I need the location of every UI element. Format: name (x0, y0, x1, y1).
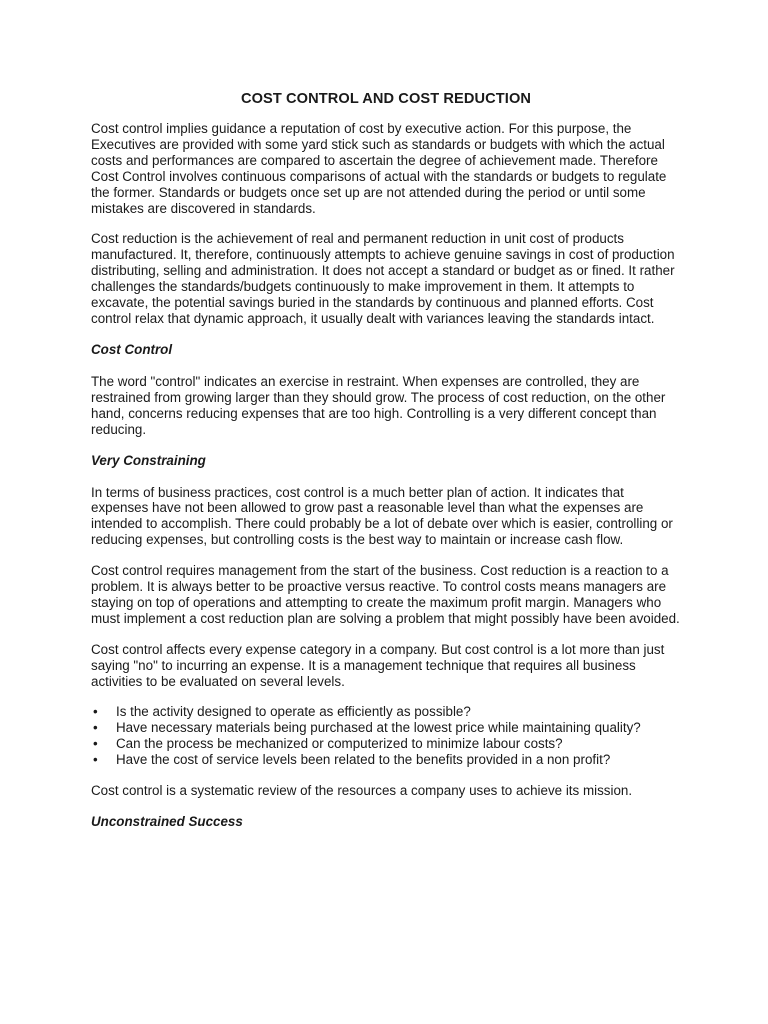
paragraph-expense-category: Cost control affects every expense category in a company. But cost control is a lot more than just saying "no" to incurring an expense. It is a management technique that requires all business activities to be evaluated on several levels. (91, 641, 665, 689)
list-item: • Have necessary materials being purchased at the lowest price while maintaining quality? (116, 720, 681, 736)
heading-very-constraining: Very Constraining (91, 452, 206, 468)
paragraph-business-practices: In terms of business practices, cost control is a much better plan of action. It indicates that expenses have not been allowed to grow past a reasonable level than what the expenses are intended to accomplish. There could probably be a lot of debate over which is easier, controlling or reducing expenses, but controlling costs is the best way to maintain or increase cash flow. (91, 484, 673, 548)
paragraph-systematic-review: Cost control is a systematic review of the resources a company uses to achieve its mission. (91, 783, 633, 799)
intro-paragraph-cost-reduction: Cost reduction is the achievement of real and permanent reduction in unit cost of products manufactured. It, therefore, continuously attempts to achieve genuine savings in cost of production distributing, selling and administration. It does not accept a standard or budget as or fined. It rather challenges the standards/budgets continuously to make improvement in them. It attempts to excavate, the potential savings buried in the standards by continuous and planned efforts. Cost control relax that dynamic approach, it usually dealt with variances leaving the standards intact. (91, 231, 675, 326)
document-page (91, 90, 681, 846)
evaluation-bullet-list (91, 704, 681, 768)
list-item: • Have the cost of service levels been related to the benefits provided in a non profit? (116, 752, 681, 768)
heading-unconstrained-success: Unconstrained Success (91, 814, 243, 829)
paragraph-management-start: Cost control requires management from the start of the business. Cost reduction is a reaction to a problem. It is always better to be proactive versus reactive. To control costs means managers are staying on top of operations and attempting to create the maximum profit margin. Managers who must implement a cost reduction plan are solving a problem that might possibly have been avoided. (91, 563, 680, 626)
list-item: • Can the process be mechanized or computerized to minimize labour costs? (116, 736, 681, 752)
list-item: • Is the activity designed to operate as efficiently as possible? (116, 704, 681, 720)
document-title: COST CONTROL AND COST REDUCTION (240, 91, 532, 107)
paragraph-cost-control: The word "control" indicates an exercise in restraint. When expenses are controlled, they are restrained from growing larger than they should grow. The process of cost reduction, on the other hand, concerns reducing expenses that are too high. Controlling is a very different concept than reducing. (91, 373, 666, 437)
intro-paragraph-cost-control: Cost control implies guidance a reputation of cost by executive action. For this purpose, the Executives are provided with some yard stick such as standards or budgets with which the actual costs and performances are compared to ascertain the degree of achievement made. Therefore Cost Control involves continuous comparisons of actual with the standards or budgets to regulate the former. Standards or budgets once set up are not attended during the period or until some mistakes are discovered in standards. (91, 121, 667, 216)
heading-cost-control: Cost Control (91, 341, 173, 357)
